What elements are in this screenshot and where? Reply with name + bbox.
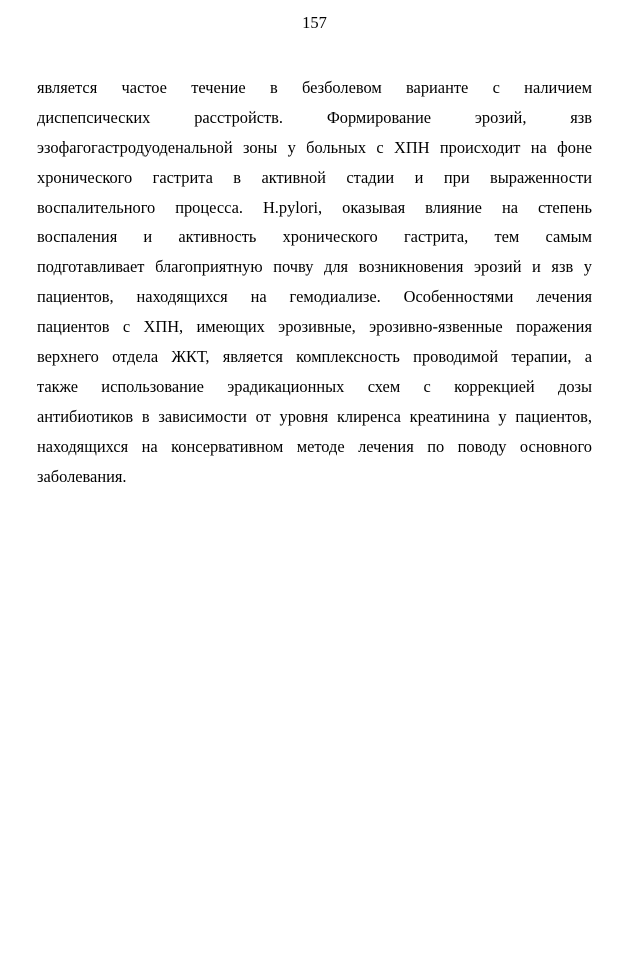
text-line-last: заболевания. bbox=[37, 466, 127, 486]
text-line: является частое течение в безболевом варианте с наличием bbox=[37, 78, 592, 97]
body-paragraph bbox=[37, 73, 592, 491]
text-line: находящихся на консервативном методе лечения по поводу основного bbox=[37, 436, 592, 456]
text-line: пациентов с ХПН, имеющих эрозивные, эрозивно-язвенные поражения bbox=[37, 317, 592, 337]
text-line: эзофагогастродуоденальной зоны у больных с ХПН происходит на фоне bbox=[37, 137, 592, 157]
text-line: подготавливает благоприятную почву для возникновения эрозий и язв у bbox=[37, 257, 592, 277]
page-number: 157 bbox=[302, 13, 327, 32]
text-line: воспалительного процесса. H.pylori, оказывая влияние на степень bbox=[37, 197, 592, 217]
text-line: верхнего отдела ЖКТ, является комплексность проводимой терапии, а bbox=[37, 347, 592, 367]
text-line: пациентов, находящихся на гемодиализе. Особенностями лечения bbox=[37, 287, 592, 307]
text-line: также использование эрадикационных схем с коррекцией дозы bbox=[37, 376, 592, 396]
text-line: антибиотиков в зависимости от уровня клиренса креатинина у пациентов, bbox=[37, 406, 592, 426]
text-line: хронического гастрита в активной стадии и при выраженности bbox=[37, 167, 592, 187]
text-line: диспепсических расстройств. Формирование эрозий, язв bbox=[37, 107, 592, 127]
text-line: воспаления и активность хронического гастрита, тем самым bbox=[37, 227, 592, 247]
